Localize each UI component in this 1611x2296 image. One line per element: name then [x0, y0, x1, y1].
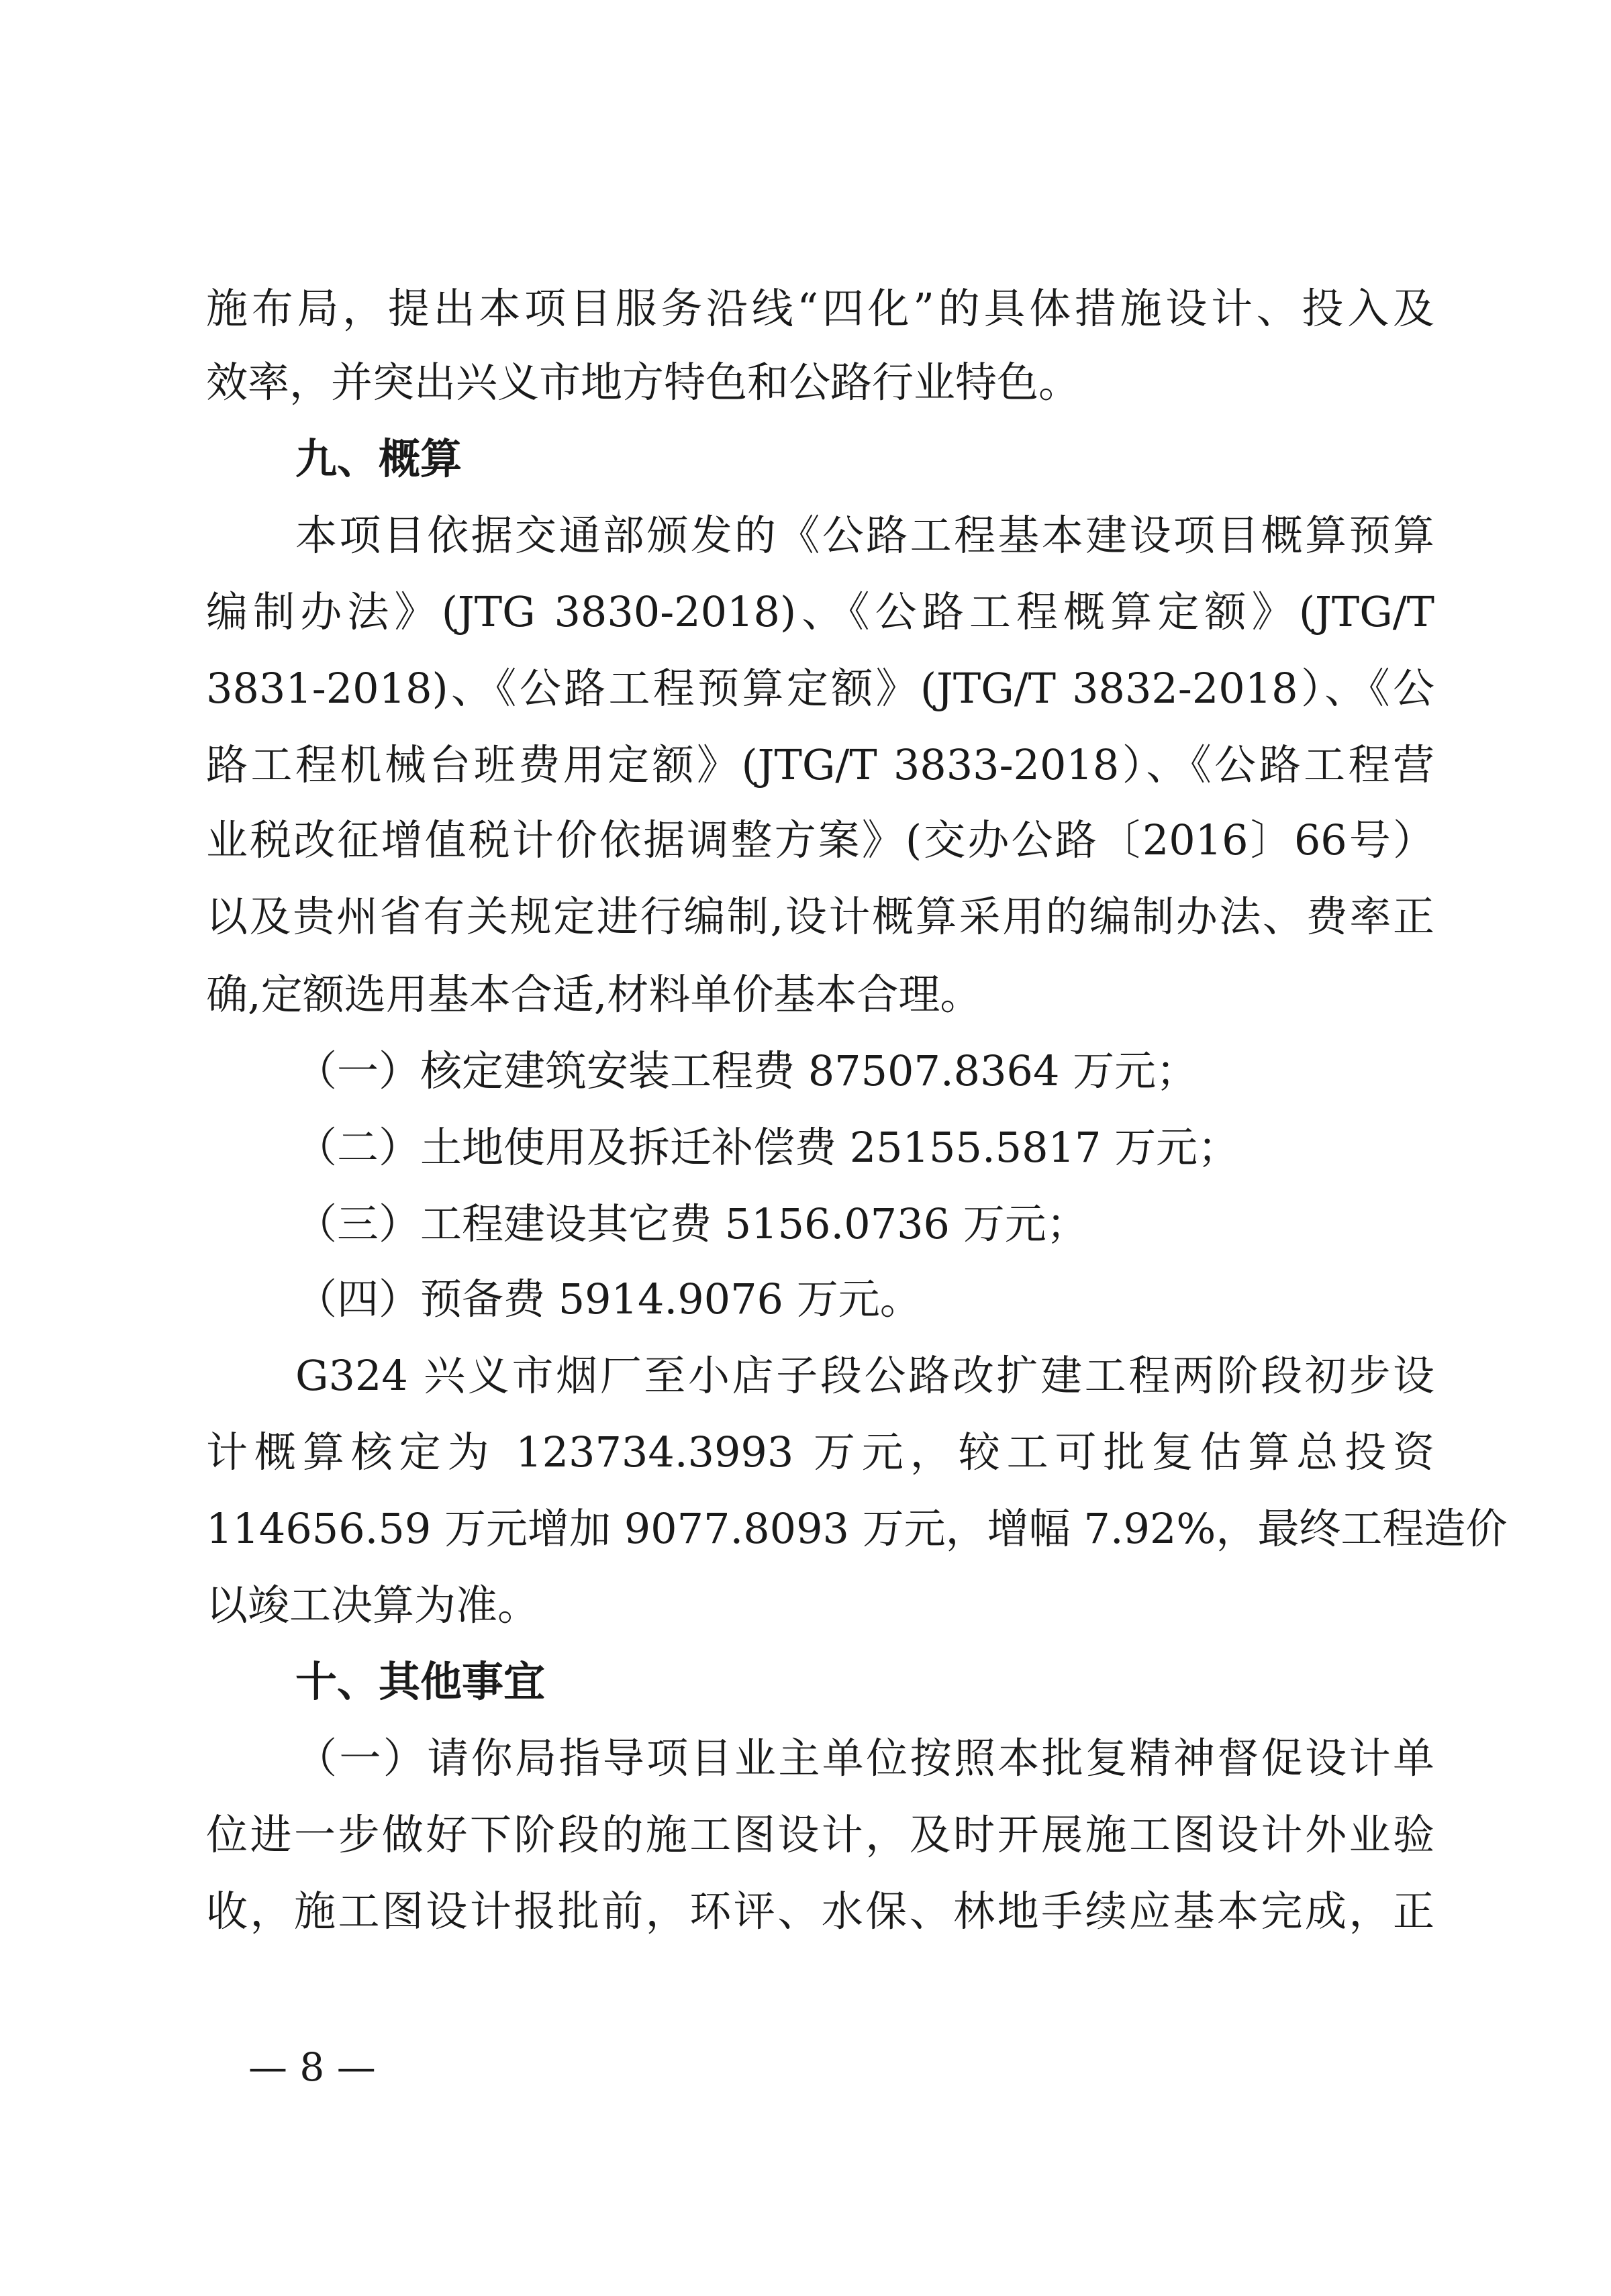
- cost-item-4: （四）预备费 5914.9076 万元。: [295, 1275, 922, 1324]
- body-line-3: 本项目依据交通部颁发的《公路工程基本建设项目概算预算: [295, 511, 1434, 560]
- body-line-4: 编制办法》(JTG 3830-2018)、《公路工程概算定额》(JTG/T: [206, 587, 1434, 636]
- body-line-9: 确,定额选用基本合适,材料单价基本合理。: [206, 970, 982, 1019]
- body-line-1: 施布局，提出本项目服务沿线“四化”的具体措施设计、投入及: [206, 284, 1434, 333]
- body-line-2: 效率，并突出兴义市地方特色和公路行业特色。: [206, 358, 1081, 407]
- page-number: — 8 —: [248, 2044, 376, 2090]
- section-heading-9: 九、概算: [295, 434, 462, 483]
- body-line-16: 收，施工图设计报批前，环评、水保、林地手续应基本完成，正: [206, 1887, 1434, 1936]
- body-line-7: 业税改征增值税计价依据调整方案》(交办公路〔2016〕66号）: [206, 815, 1434, 864]
- body-line-14: （一）请你局指导项目业主单位按照本批复精神督促设计单: [295, 1734, 1434, 1783]
- body-line-10: G324 兴义市烟厂至小店子段公路改扩建工程两阶段初步设: [295, 1351, 1434, 1400]
- body-line-13: 以竣工决算为准。: [206, 1581, 540, 1630]
- cost-item-3: （三）工程建设其它费 5156.0736 万元；: [295, 1199, 1088, 1248]
- cost-item-2: （二）土地使用及拆迁补偿费 25155.5817 万元；: [295, 1123, 1240, 1172]
- body-line-6: 路工程机械台班费用定额》(JTG/T 3833-2018）、《公路工程营: [206, 740, 1434, 789]
- body-line-5: 3831-2018)、《公路工程预算定额》(JTG/T 3832-2018）、《公: [206, 664, 1434, 713]
- body-line-8: 以及贵州省有关规定进行编制,设计概算采用的编制办法、费率正: [206, 892, 1434, 941]
- body-line-12: 114656.59 万元增加 9077.8093 万元，增幅 7.92%，最终工程造价: [206, 1504, 1508, 1553]
- cost-item-1: （一）核定建筑安装工程费 87507.8364 万元；: [295, 1046, 1198, 1095]
- section-heading-10: 十、其他事宜: [295, 1657, 546, 1706]
- body-line-11: 计概算核定为 123734.3993 万元，较工可批复估算总投资: [206, 1428, 1434, 1477]
- body-line-15: 位进一步做好下阶段的施工图设计，及时开展施工图设计外业验: [206, 1810, 1434, 1859]
